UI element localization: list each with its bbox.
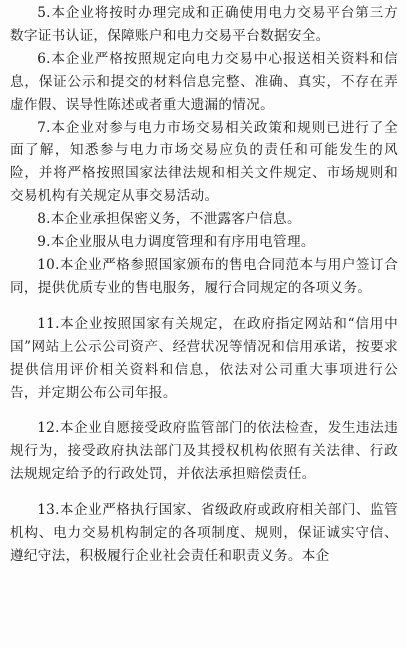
paragraph-5: 5.本企业将按时办理完成和正确使用电力交易平台第三方数字证书认证，保障账户和电力交易平台数据安全。 [10, 5, 398, 44]
paragraph-9: 9.本企业服从电力调度管理和有序用电管理。 [37, 234, 315, 251]
paragraph-11: 11.本企业按照国家有关规定，在政府指定网站和“信用中国”网站上公示公司资产、经营状况等情况和信用承诺，按要求提供信用评价相关资料和信息，依法对公司重大事项进行公告，并定期公布公司年报。 [10, 315, 398, 401]
paragraph-8: 8.本企业承担保密义务，不泄露客户信息。 [37, 211, 301, 228]
paragraph-12: 12.本企业自愿接受政府监管部门的依法检查，发生违法违规行为，接受政府执法部门及其授权机构依照有关法律、行政法规规定给予的行政处罚，并依法承担赔偿责任。 [10, 420, 398, 483]
paragraph-7: 7.本企业对参与电力市场交易相关政策和规则已进行了全面了解，知悉参与电力市场交易应负的责任和可能发生的风险，并将严格按照国家法律法规和相关文件规定、市场规则和交易机构有关规定从事交易活动。 [10, 119, 398, 205]
paragraph-13: 13.本企业严格执行国家、省级政府或政府相关部门、监管机构、电力交易机构制定的各项制度、规则，保证诚实守信、遵纪守法，积极履行企业社会责任和职责义务。本企 [10, 502, 398, 564]
paragraph-6: 6.本企业严格按照规定向电力交易中心报送相关资料和信息，保证公示和提交的材料信息完整、准确、真实，不存在弄虚作假、误导性陈述或者重大遗漏的情况。 [10, 50, 398, 113]
paragraph-10: 10.本企业严格参照国家颁布的售电合同范本与用户签订合同，提供优质专业的售电服务，履行合同规定的各项义务。 [10, 256, 398, 296]
document-body [10, 2, 398, 568]
